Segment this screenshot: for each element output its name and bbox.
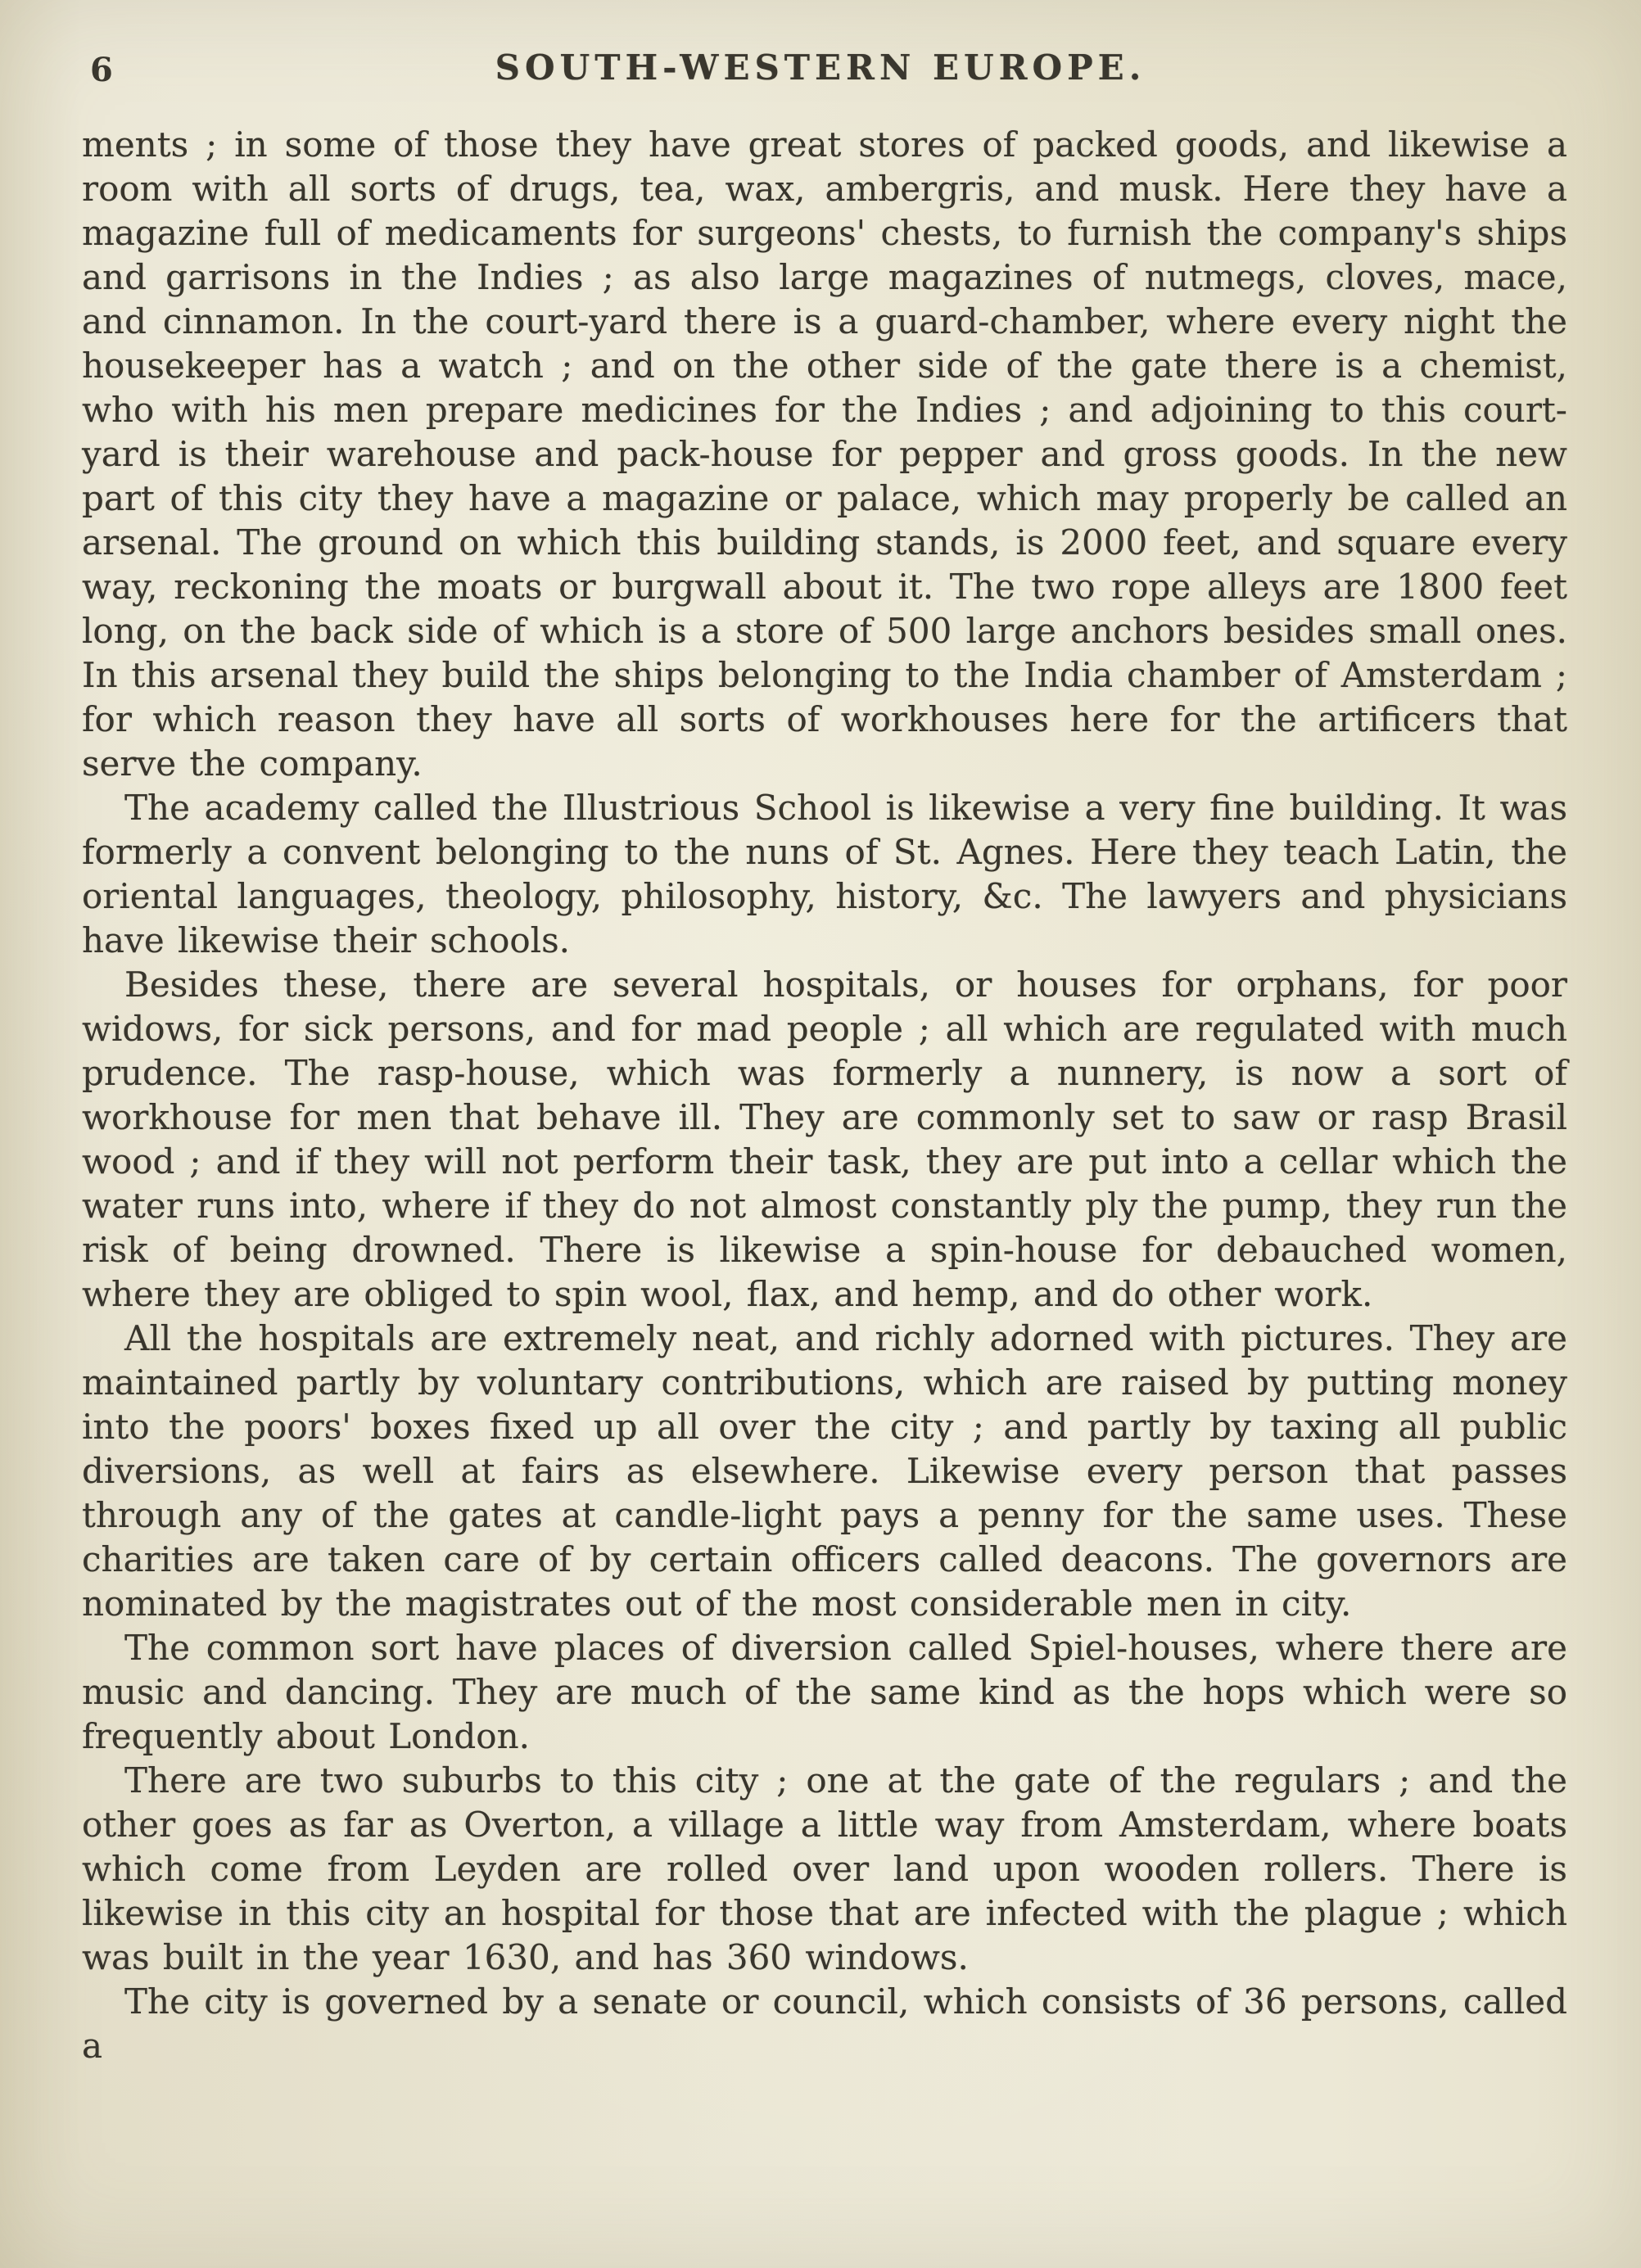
paragraph: The common sort have places of diversion called Spiel-houses, where there are music and dancing. They are much of the same kind as the hops which were so frequently about London. bbox=[82, 1628, 1567, 1756]
text-block bbox=[82, 123, 1567, 2068]
paragraph: All the hospitals are extremely neat, and richly adorned with pictures. They are maintained partly by voluntary contributions, which are raised by putting money into the poors' boxes fixed up all over the city ; and partly by taxing all public diversions, as well at fairs as elsewhere. Likewise every person that passes through any of the gates at candle-light pays a penny for the same uses. These charities are taken care of by certain officers called deacons. The governors are nominated by the magistrates out of the most considerable men in city. bbox=[82, 1318, 1567, 1624]
paragraph: Besides these, there are several hospitals, or houses for orphans, for poor widows, for sick persons, and for mad people ; all which are regulated with much prudence. The rasp-house, which was formerly a nunnery, is now a sort of workhouse for men that behave ill. They are commonly set to saw or rasp Brasil wood ; and if they will not perform their task, they are put into a cellar which the water runs into, where if they do not almost constantly ply the pump, they run the risk of being drowned. There is likewise a spin-house for debauched women, where they are obliged to spin wool, flax, and hemp, and do other work. bbox=[82, 965, 1567, 1314]
paragraph: The academy called the Illustrious School is likewise a very fine building. It was formerly a convent belonging to the nuns of St. Agnes. Here they teach Latin, the oriental languages, theology, philosophy, history, &c. The lawyers and physicians have likewise their schools. bbox=[82, 788, 1567, 960]
running-title: SOUTH-WESTERN EUROPE. bbox=[495, 47, 1146, 88]
paragraph: There are two suburbs to this city ; one at the gate of the regulars ; and the other goes as far as Overton, a village a little way from Amsterdam, where boats which come from Leyden are rolled over land upon wooden rollers. There is likewise in this city an hospital for those that are infected with the plague ; which was built in the year 1630, and has 360 windows. bbox=[82, 1760, 1567, 1977]
paragraph: ments ; in some of those they have great stores of packed goods, and likewise a room with all sorts of drugs, tea, wax, ambergris, and musk. Here they have a magazine full of medicaments for surgeons' chests, to furnish the company's ships and garrisons in the Indies ; as also large magazines of nutmegs, cloves, mace, and cinnamon. In the court-yard there is a guard-chamber, where every night the housekeeper has a watch ; and on the other side of the gate there is a chemist, who with his men prepare medicines for the Indies ; and adjoining to this court-yard is their warehouse and pack-house for pepper and gross goods. In the new part of this city they have a magazine or palace, which may properly be called an arsenal. The ground on which this building stands, is 2000 feet, and square every way, reckoning the moats or burgwall about it. The two rope alleys are 1800 feet long, on the back side of which is a store of 500 large anchors besides small ones. In this arsenal they build the ships belonging to the India chamber of Amsterdam ; for which reason they have all sorts of workhouses here for the artificers that serve the company. bbox=[82, 124, 1567, 784]
paragraph: The city is governed by a senate or council, which consists of 36 persons, called a bbox=[82, 1981, 1567, 2066]
page-number: 6 bbox=[90, 51, 113, 89]
page-header bbox=[0, 47, 1641, 100]
